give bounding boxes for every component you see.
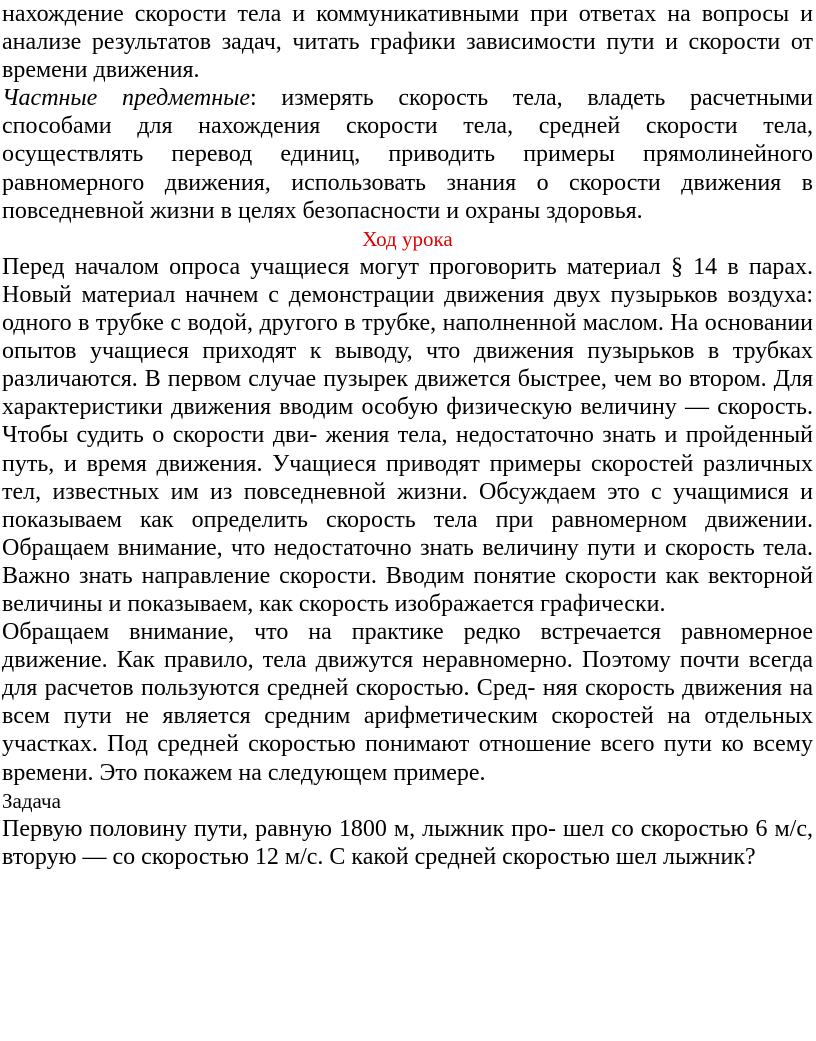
- subject-results-paragraph: [2, 84, 813, 224]
- lesson-paragraph-1: Перед началом опроса учащиеся могут проговорить материал § 14 в парах. Новый материал начнем с демонстрации движения двух пузырьков воздуха: одного в трубке с водой, другого в трубке, наполненной маслом. На основании опытов учащиеся приходят к выводу, что движения пузырьков в трубках различаются. В первом случае пузырек движется быстрее, чем во втором. Для характеристики движения вводим особую физическую величину — скорость. Чтобы судить о скорости дви- жения тела, недостаточно знать и пройденный путь, и время движения. Учащиеся приводят примеры скоростей различных тел, известных им из повседневной жизни. Обсуждаем это с учащимися и показываем как определить скорость тела при равномерном движении. Обращаем внимание, что недостаточно знать величину пути и скорость тела. Важно знать направление скорости. Вводим понятие скорости как векторной величины и показываем, как скорость изображается графически.: [2, 253, 813, 617]
- intro-paragraph: нахождение скорости тела и коммуникативными при ответах на вопросы и анализе результатов задач, читать графики зависимости пути и скорости от времени движения.: [2, 1, 813, 84]
- subject-results-text: : измерять скорость тела, владеть расчетными способами для нахождения скорости тела, средней скорости тела, осуществлять перевод единиц, приводить примеры прямолинейного равномерного движения, использовать знания о скорости движения в повседневной жизни в целях безопасности и охраны здоровья.: [2, 85, 813, 224]
- task-label: Задача: [2, 788, 61, 813]
- task-text: Первую половину пути, равную 1800 м, лыжник про- шел со скоростью 6 м/с, вторую — со скоростью 12 м/с. С какой средней скоростью шел лыжник?: [2, 815, 813, 870]
- subject-results-label: Частные предметные: [2, 85, 251, 112]
- lesson-paragraph-2: Обращаем внимание, что на практике редко встречается равномерное движение. Как правило, тела движутся неравномерно. Поэтому почти всегда для расчетов пользуются средней скоростью. Сред- няя скорость движения на всем пути не является средним арифметическим скоростей на отдельных участках. Под средней скоростью понимают отношение всего пути ко всему времени. Это покажем на следующем примере.: [2, 619, 813, 786]
- lesson-heading: Ход урока: [362, 226, 453, 251]
